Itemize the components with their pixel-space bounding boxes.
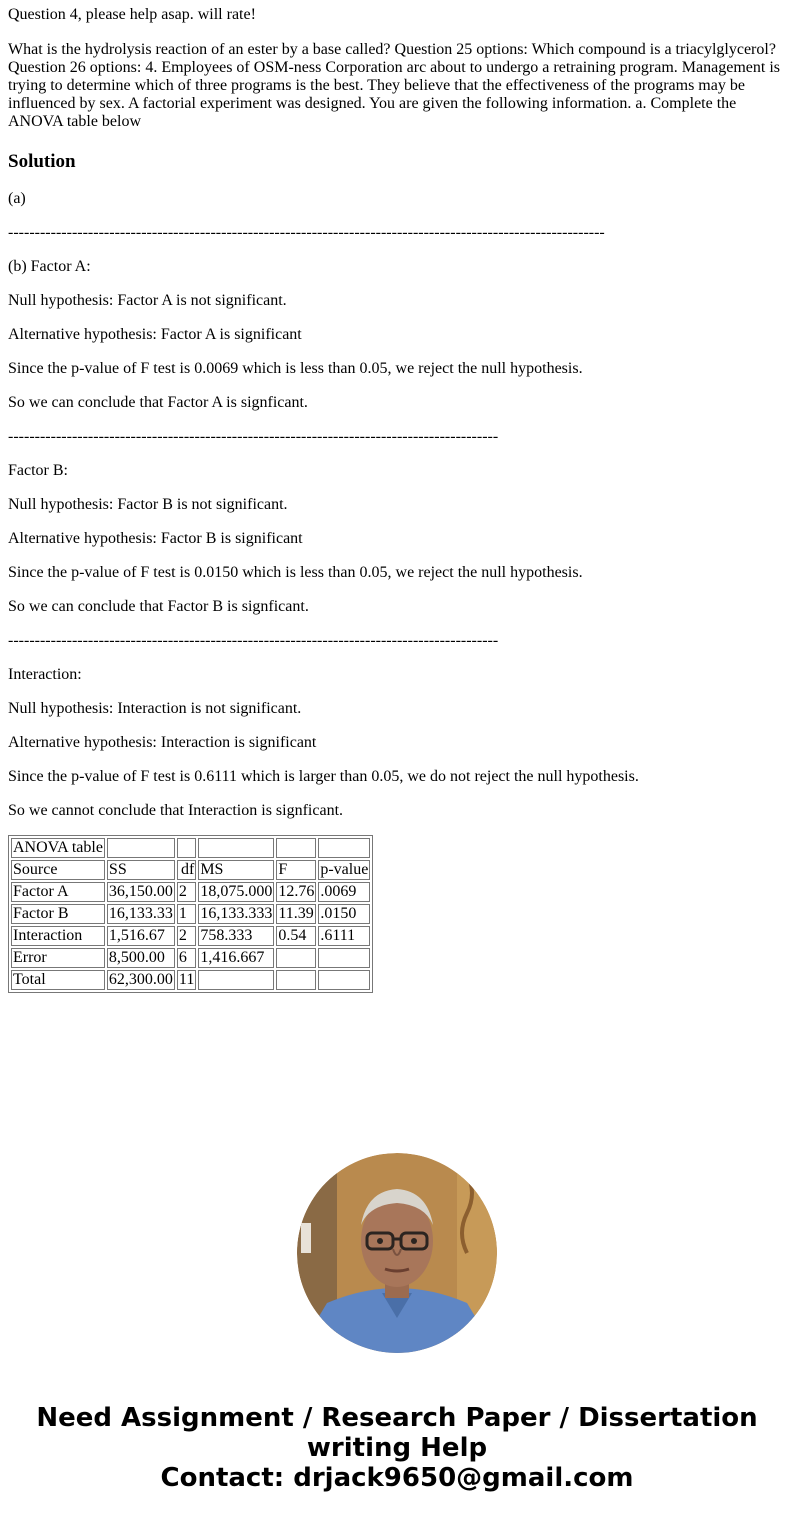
table-cell: 8,500.00 [107,948,175,968]
column-header: Source [11,860,105,880]
table-cell: 36,150.00 [108,883,173,900]
factor-a-test: Since the p-value of F test is 0.0069 which is less than 0.05, we reject the null hypothesis. [8,360,583,377]
table-row [11,926,370,946]
factor-b-alt: Alternative hypothesis: Factor B is significant [8,530,303,547]
anova-header-row [11,860,370,880]
table-cell: .6111 [318,926,370,946]
anova-title-row [11,838,370,858]
divider: -------------------------------------------------------------------------------------------- [8,428,499,445]
table-cell [276,970,316,990]
table-cell: .0150 [318,904,370,924]
factor-b-test: Since the p-value of F test is 0.0150 which is less than 0.05, we reject the null hypothesis. [8,564,583,581]
document-body [8,0,786,993]
table-cell [198,838,274,858]
table-cell: Factor B [11,904,105,924]
table-cell: 1,516.67 [107,926,175,946]
table-cell: 12.76 [278,883,315,900]
factor-b-conclusion: So we can conclude that Factor B is signficant. [8,598,309,615]
interaction-null: Null hypothesis: Interaction is not significant. [8,700,302,717]
table-cell [276,838,316,858]
table-cell: Factor A [11,882,105,902]
table-cell: 18,075.000 [200,883,273,900]
table-cell: 2 [177,926,196,946]
table-cell: 1 [177,904,196,924]
factor-a-label: (b) Factor A: [8,258,91,275]
factor-a-null: Null hypothesis: Factor A is not significant. [8,292,287,309]
question-title: Question 4, please help asap. will rate! [8,6,256,23]
banner-line: writing Help [306,1433,488,1463]
table-cell [318,970,370,990]
table-cell [276,948,316,968]
avatar-portrait-image [297,1153,497,1353]
column-header: p-value [320,861,369,878]
avatar [297,1153,497,1353]
table-cell [107,838,175,858]
table-cell [177,838,196,858]
banner-line: Need Assignment / Research Paper / Dissertation [36,1403,758,1433]
table-cell [198,970,274,990]
table-cell: Total [11,970,105,990]
anova-table [8,835,373,993]
question-body: What is the hydrolysis reaction of an ester by a base called? Question 25 options: Which compound is a triacylglycerol? Question 26 options: 4. Employees of OSM-ness Corporation arc about to undergo a retraining program. Management is trying to determine which of three programs is the best. They believe that the effectiveness of the programs may be influenced by sex. A factorial experiment was designed. You are given the following information. a. Complete the ANOVA table below [8,41,780,130]
interaction-alt: Alternative hypothesis: Interaction is significant [8,734,317,751]
table-row [11,904,370,924]
contact-banner [0,1403,794,1493]
table-cell: 0.54 [276,926,316,946]
table-cell: .0069 [318,882,370,902]
factor-b-null: Null hypothesis: Factor B is not significant. [8,496,288,513]
table-row [11,948,370,968]
table-cell: 758.333 [198,926,274,946]
column-header: MS [198,860,274,880]
table-cell: 6 [177,948,196,968]
interaction-conclusion: So we cannot conclude that Interaction is signficant. [8,802,344,819]
table-cell: 2 [177,882,196,902]
interaction-test: Since the p-value of F test is 0.6111 which is larger than 0.05, we do not reject the null hypothesis. [8,768,639,785]
factor-a-conclusion: So we can conclude that Factor A is signficant. [8,394,308,411]
column-header: df [177,860,196,880]
divider: ---------------------------------------------------------------------------------------------------------------- [8,224,605,241]
banner-contact-line: Contact: drjack9650@gmail.com [160,1463,634,1493]
table-cell: 1,416.667 [198,948,274,968]
table-cell: 11 [178,971,195,988]
table-cell: Interaction [11,926,105,946]
factor-a-alt: Alternative hypothesis: Factor A is significant [8,326,302,343]
interaction-label: Interaction: [8,666,82,683]
table-cell: 62,300.00 [108,971,173,988]
table-cell: Error [11,948,105,968]
table-cell: 16,133.333 [200,905,273,922]
column-header: F [276,860,316,880]
table-cell: 16,133.33 [108,905,173,922]
factor-b-label: Factor B: [8,462,68,479]
table-cell [318,838,370,858]
part-a-label: (a) [8,190,26,207]
table-row [11,970,370,990]
table-row [11,882,370,902]
column-header: SS [107,860,175,880]
table-cell [318,948,370,968]
solution-heading: Solution [8,151,76,172]
anova-title-cell: ANOVA table [13,839,103,856]
table-cell: 11.39 [276,904,316,924]
divider: -------------------------------------------------------------------------------------------- [8,632,499,649]
